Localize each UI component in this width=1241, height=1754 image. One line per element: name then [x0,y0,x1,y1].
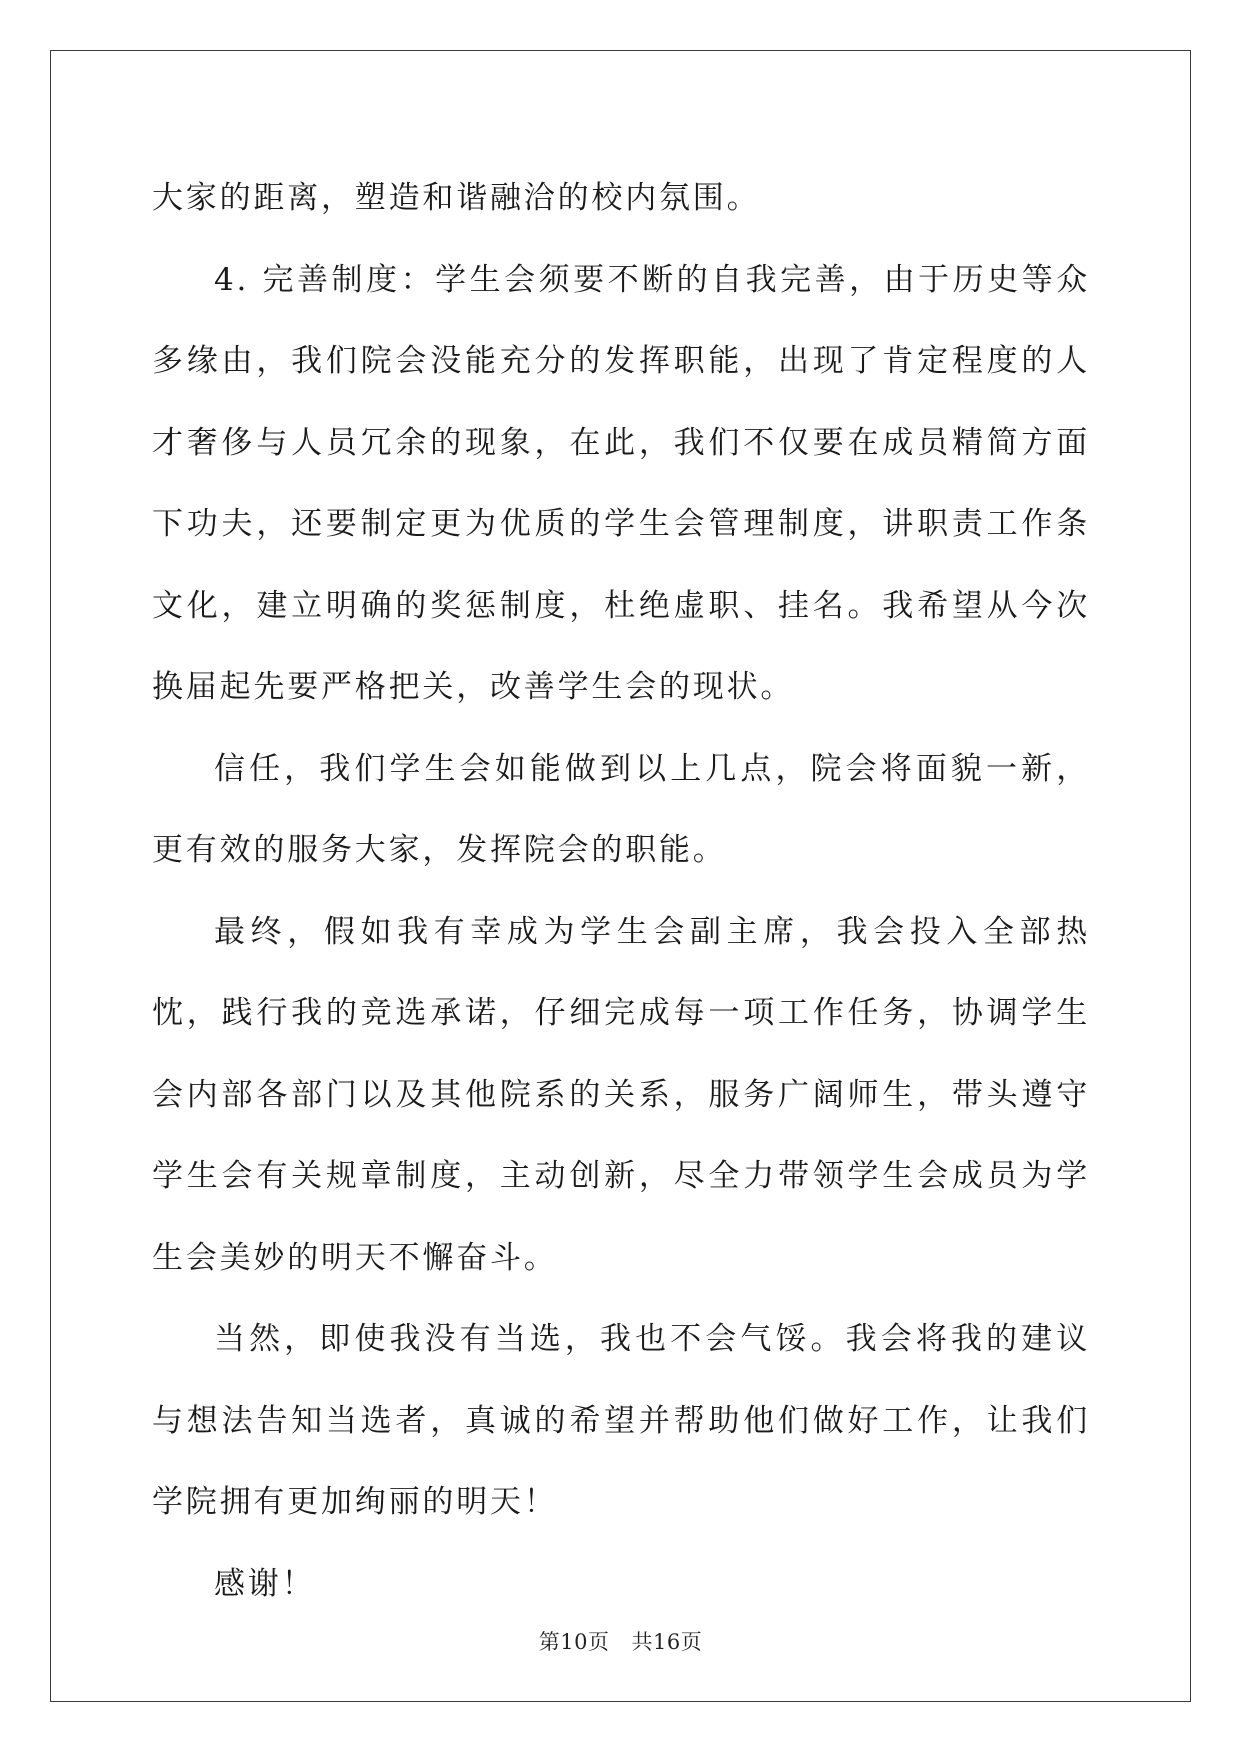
paragraph-6: 感谢！ [214,1565,316,1602]
paragraph-1: 大家的距离，塑造和谐融洽的校内氛围。 [152,180,761,216]
paragraph-2: 4. 完善制度：学生会须要不断的自我完善，由于历史等众多缘由，我们院会没能充分的发挥职能，出现了肯定程度的人才奢侈与人员冗余的现象，在此，我们不仅要在成员精简方面下功夫，还要制定更为优质的学生会管理制度，讲职责工作条文化，建立明确的奖惩制度，杜绝虚职、挂名。我希望从今次换届起先要严格把关，改善学生会的现状。 [152,261,1090,705]
document-body [152,158,1090,1625]
paragraph-4: 最终，假如我有幸成为学生会副主席，我会投入全部热忱，践行我的竞选承诺，仔细完成每一项工作任务，协调学生会内部各部门以及其他院系的关系，服务广阔师生，带头遵守学生会有关规章制度，主动创新，尽全力带领学生会成员为学生会美妙的明天不懈奋斗。 [152,913,1090,1276]
paragraph-5: 当然，即使我没有当选，我也不会气馁。我会将我的建议与想法告知当选者，真诚的希望并帮助他们做好工作，让我们学院拥有更加绚丽的明天！ [152,1321,1090,1520]
page-total: 共16页 [631,1630,703,1654]
paragraph-3: 信任，我们学生会如能做到以上几点，院会将面貌一新，更有效的服务大家，发挥院会的职能。 [152,750,1090,868]
page-number: 第10页 [538,1630,610,1654]
page-footer [0,1626,1241,1656]
